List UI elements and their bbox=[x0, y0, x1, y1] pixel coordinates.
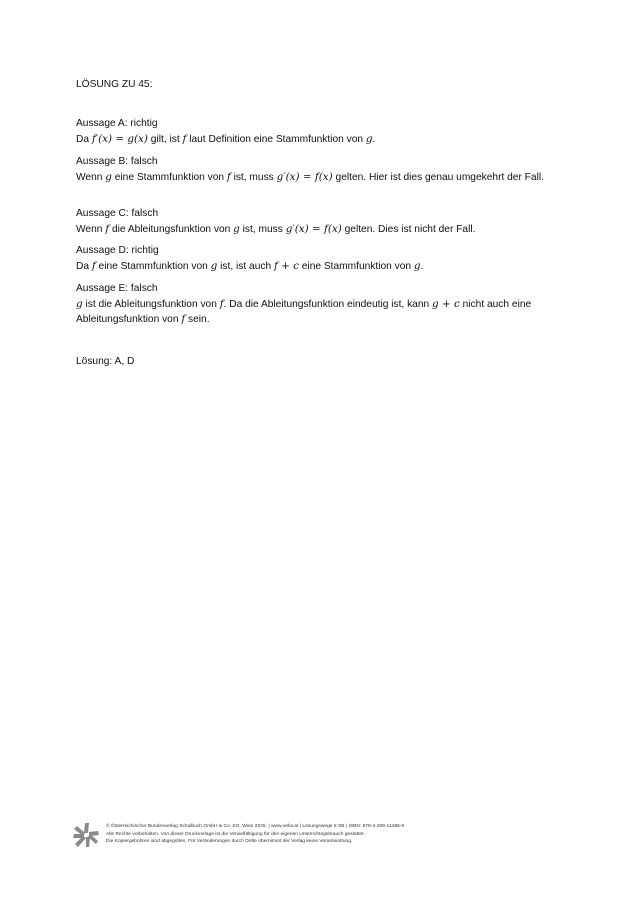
text-segment: gelten. Hier ist dies genau umgekehrt der Fall. bbox=[332, 171, 544, 183]
text-segment: Wenn bbox=[76, 171, 106, 183]
math-expression: f bbox=[219, 297, 224, 310]
math-expression: f bbox=[105, 222, 110, 235]
statement-title: Aussage E: falsch bbox=[76, 283, 158, 294]
statement-title: Aussage B: falsch bbox=[76, 156, 158, 167]
math-expression: f′(x) = g(x) bbox=[91, 132, 148, 145]
math-expression: f bbox=[91, 259, 96, 272]
text-segment: . Da die Ableitungsfunktion eindeutig ist, kann bbox=[223, 298, 432, 310]
math-expression: f bbox=[181, 313, 186, 325]
math-expression: g bbox=[105, 170, 112, 183]
statement-explanation bbox=[76, 132, 576, 148]
text-segment: Da bbox=[76, 133, 92, 145]
text-segment: eine Stammfunktion von bbox=[111, 171, 227, 183]
footer-text bbox=[106, 823, 404, 846]
math-expression: g′(x) = f(x) bbox=[276, 170, 333, 183]
footer-rights: Alle Rechte vorbehalten. Von dieser Druckvorlage ist die Vervielfältigung für den eigenen Unterrichtsgebrauch gestattet. bbox=[106, 831, 365, 837]
text-segment: ist, muss bbox=[230, 171, 277, 183]
text-segment: eine Stammfunktion von bbox=[95, 260, 211, 272]
text-segment: laut Definition eine Stammfunktion von bbox=[186, 133, 366, 145]
text-segment: Wenn bbox=[76, 223, 106, 235]
math-expression: g bbox=[233, 222, 240, 235]
math-expression: f bbox=[226, 170, 231, 183]
text-segment: nicht auch eine Ableitungsfunktion von bbox=[76, 298, 532, 325]
math-expression: g bbox=[210, 259, 218, 272]
statement-explanation bbox=[76, 259, 576, 275]
text-segment: . bbox=[420, 260, 424, 272]
text-segment: . bbox=[372, 133, 376, 145]
oebv-star-logo-icon bbox=[72, 822, 100, 848]
page-heading: LÖSUNG ZU 45: bbox=[76, 79, 153, 90]
text-segment: sein. bbox=[185, 314, 210, 325]
footer-disclaimer: Die Kopiergebühren sind abgegolten. Für Veränderungen durch Dritte übernimmt der Verlag keine Verantwortung. bbox=[106, 839, 353, 845]
statement-b bbox=[76, 154, 576, 185]
math-expression: f + c bbox=[273, 259, 299, 272]
text-segment: ist die Ableitungsfunktion von bbox=[82, 298, 220, 310]
statement-title: Aussage D: richtig bbox=[76, 245, 159, 256]
statement-title: Aussage A: richtig bbox=[76, 118, 158, 129]
text-segment: Da bbox=[76, 260, 92, 272]
text-segment: gelten. Dies ist nicht der Fall. bbox=[341, 223, 476, 235]
statement-d bbox=[76, 243, 576, 274]
statement-explanation bbox=[76, 170, 576, 186]
math-expression: f bbox=[182, 132, 187, 145]
math-expression: g′(x) = f(x) bbox=[285, 222, 342, 235]
math-expression: g bbox=[76, 297, 83, 310]
statement-explanation bbox=[76, 297, 576, 328]
math-expression: g bbox=[413, 259, 421, 272]
text-segment: die Ableitungsfunktion von bbox=[109, 223, 234, 235]
statement-a bbox=[76, 116, 576, 147]
text-segment: ist, ist auch bbox=[217, 260, 274, 272]
statement-c bbox=[76, 206, 576, 237]
statement-explanation bbox=[76, 222, 576, 238]
statement-e bbox=[76, 281, 576, 328]
math-expression: g bbox=[365, 132, 373, 145]
text-segment: ist, muss bbox=[239, 223, 286, 235]
statement-title: Aussage C: falsch bbox=[76, 208, 159, 219]
footer-copyright: © Österreichischer Bundesverlag Schulbuch GmbH & Co. KG, Wien 2025. | www.oebv.at | Lösungswege 8 SB | ISBN: 978-3-209-11496-9 bbox=[106, 824, 405, 829]
text-segment: eine Stammfunktion von bbox=[298, 260, 414, 272]
math-expression: g + c bbox=[432, 297, 460, 310]
solution-summary: Lösung: A, D bbox=[76, 356, 135, 367]
text-segment: gilt, ist bbox=[147, 133, 183, 145]
